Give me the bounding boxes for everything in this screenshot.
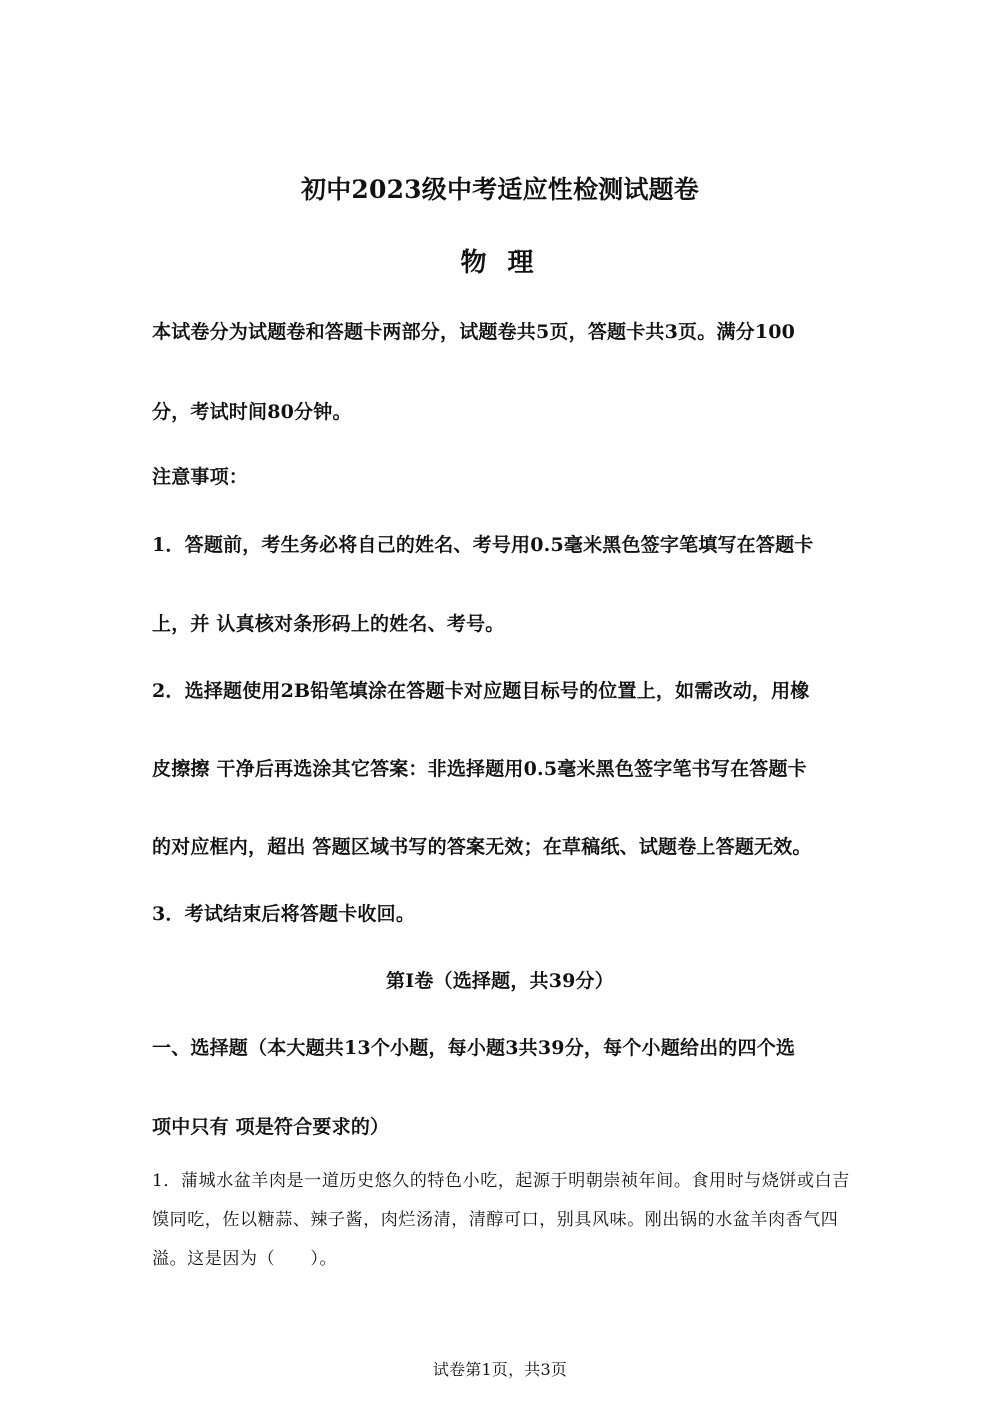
notice-item-1-line-2: 上，并 认真核对条形码上的姓名、考号。 [152,613,505,635]
notice-item-2-line-2: 皮擦擦 干净后再选涂其它答案：非选择题用0.5毫米黑色签字笔书写在答题卡 [152,758,807,780]
question-1-line-3: 溢。这是因为（ ）。 [152,1249,338,1269]
notice-item-1-line-1: 1．答题前，考生务必将自己的姓名、考号用0.5毫米黑色签字笔填写在答题卡 [152,534,814,556]
question-1-line-1: 1．蒲城水盆羊肉是一道历史悠久的特色小吃，起源于明朝崇祯年间。食用时与烧饼或白吉 [152,1171,850,1191]
exam-title: 初中2023级中考适应性检测试题卷 [301,175,699,204]
question-1-line-2: 馍同吃，佐以糖蒜、辣子酱，肉烂汤清，清醇可口，别具风味。刚出锅的水盆羊肉香气四 [152,1210,839,1230]
notice-item-2-line-3: 的对应框内，超出 答题区域书写的答案无效；在草稿纸、试题卷上答题无效。 [152,836,812,858]
subject-title: 物 理 [460,248,540,278]
notice-item-2-line-1: 2．选择题使用2B铅笔填涂在答题卡对应题目标号的位置上，如需改动，用橡 [152,680,810,702]
intro-line-2: 分，考试时间80分钟。 [152,401,352,423]
section1-line-1: 一、选择题（本大题共13个小题，每小题3共39分，每个小题给出的四个选 [152,1037,796,1059]
intro-line-1: 本试卷分为试题卷和答题卡两部分，试题卷共5页，答题卡共3页。满分100 [152,321,796,343]
part1-heading: 第I卷（选择题，共39分） [386,970,614,992]
notice-item-3: 3．考试结束后将答题卡收回。 [152,903,416,925]
notice-heading: 注意事项： [152,466,249,488]
section1-line-2: 项中只有 项是符合要求的） [152,1116,390,1138]
page-footer: 试卷第1页，共3页 [432,1360,568,1379]
